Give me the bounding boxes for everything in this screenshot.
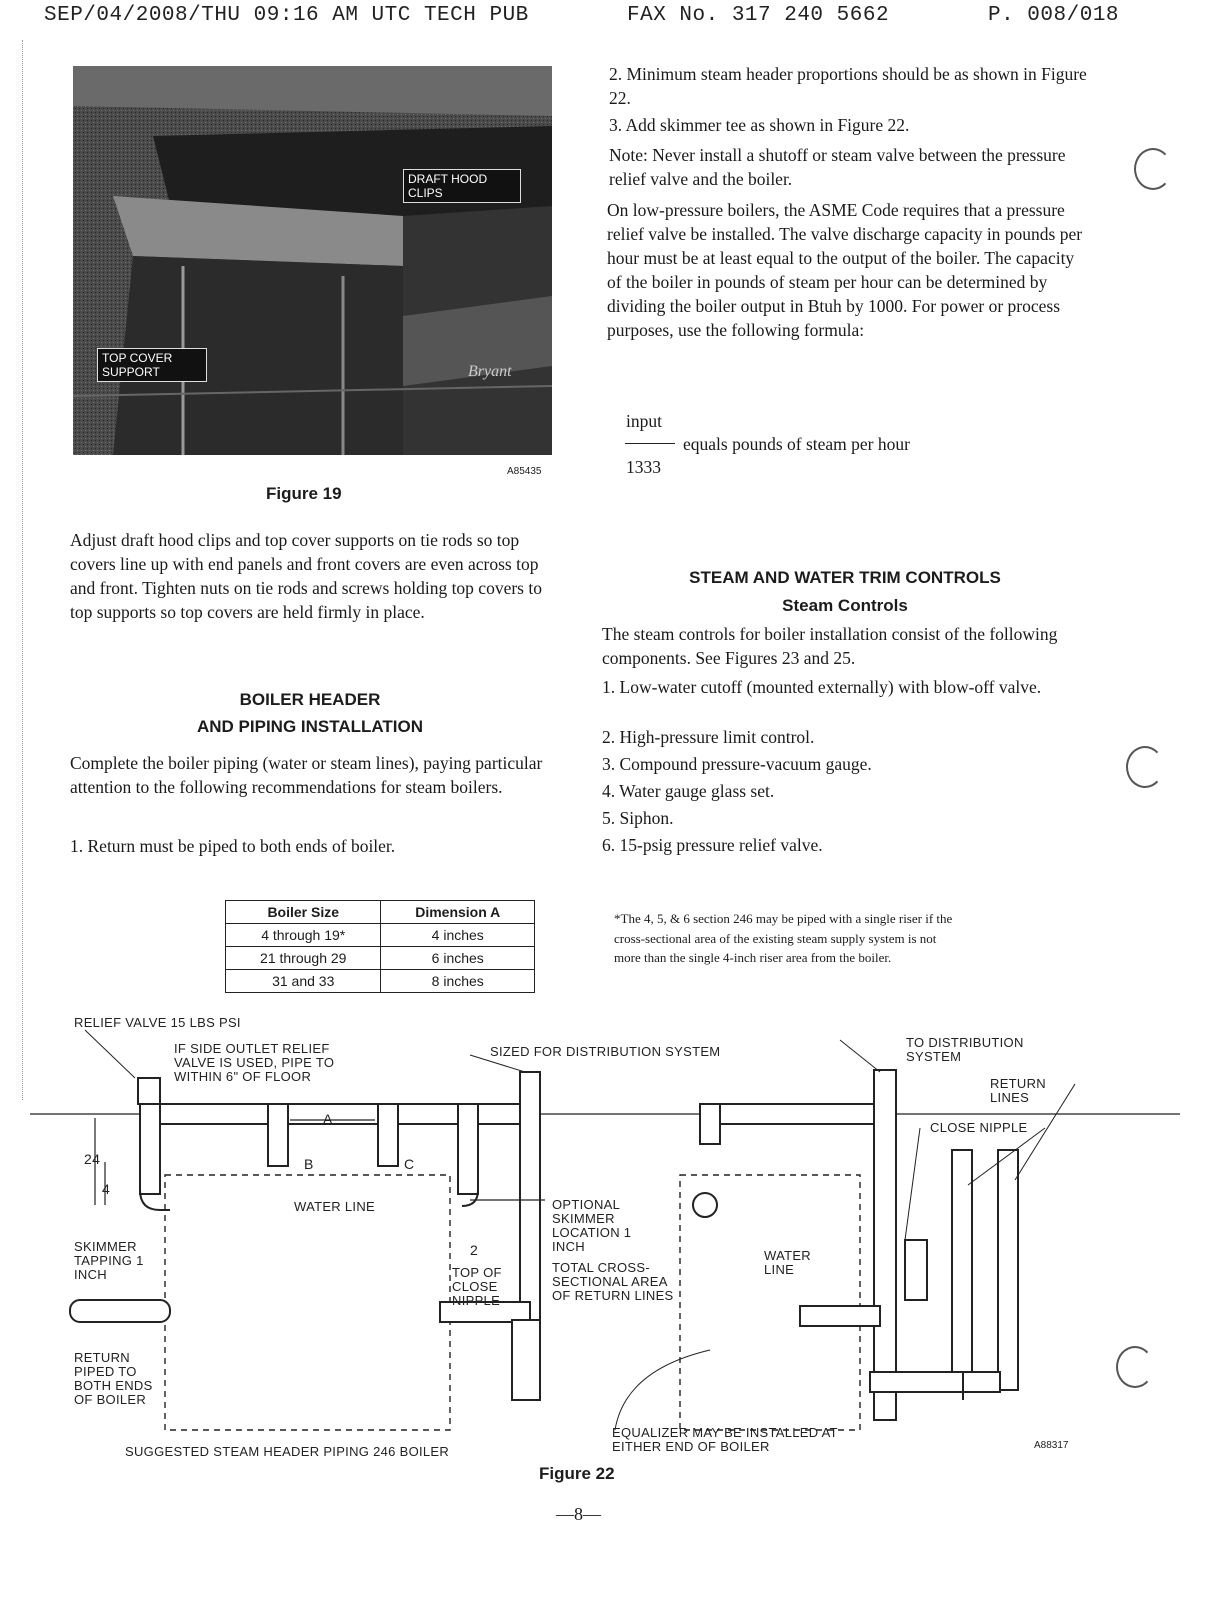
return-item: 1. Return must be piped to both ends of boiler. — [70, 836, 396, 856]
table-header-row — [226, 901, 535, 924]
draft-hood-clips-label: DRAFT HOOD CLIPS — [403, 169, 521, 203]
punch-hole-top — [1134, 148, 1172, 190]
table-cell: 8 inches — [381, 970, 535, 993]
boiler-photo-illustration — [73, 66, 552, 455]
figure19-code: A85435 — [507, 466, 542, 477]
formula-equals: equals pounds of steam per hour — [683, 434, 910, 454]
table-cell: 4 inches — [381, 924, 535, 947]
dimension-4-label: 4 — [102, 1181, 111, 1197]
top-of-close-nipple-label: TOP OF CLOSE NIPPLE — [452, 1265, 502, 1308]
skimmer-tapping-label: SKIMMER TAPPING 1 INCH — [74, 1239, 144, 1282]
figure19-caption: Figure 19 — [266, 484, 342, 503]
formula-numerator: input — [626, 411, 662, 431]
control-item-1: 1. Low-water cutoff (mounted externally) with blow-off valve. — [602, 677, 1042, 697]
sized-for-distribution-label: SIZED FOR DISTRIBUTION SYSTEM — [490, 1044, 721, 1059]
piping-paragraph: Complete the boiler piping (water or steam lines), paying particular attention to the following recommendations for steam boilers. — [70, 753, 543, 797]
table-footnote: *The 4, 5, & 6 section 246 may be piped with a single riser if the cross-sectional area of the existing steam supply system is not more than the single 4-inch riser area from the boiler. — [614, 911, 953, 965]
dimension-2-label: 2 — [470, 1242, 479, 1258]
total-cross-sectional-label: TOTAL CROSS-SECTIONAL AREA OF RETURN LINES — [552, 1260, 674, 1303]
table-header-boiler-size: Boiler Size — [226, 901, 381, 924]
table-cell: 31 and 33 — [226, 970, 381, 993]
shutoff-note: Note: Never install a shutoff or steam valve between the pressure relief valve and the boiler. — [609, 145, 1066, 189]
water-line-left-label: WATER LINE — [294, 1199, 376, 1214]
figure22-title: SUGGESTED STEAM HEADER PIPING 246 BOILER — [125, 1444, 450, 1459]
dimension-b-label: B — [304, 1156, 314, 1172]
table-cell: 6 inches — [381, 947, 535, 970]
water-line-right-label: WATER LINE — [764, 1248, 811, 1277]
control-item-3: 3. Compound pressure-vacuum gauge. — [602, 754, 872, 774]
figure22-caption: Figure 22 — [539, 1464, 615, 1483]
control-item-6: 6. 15-psig pressure relief valve. — [602, 835, 823, 855]
return-lines-label: RETURN LINES — [990, 1076, 1046, 1105]
control-item-5: 5. Siphon. — [602, 808, 674, 828]
bryant-logo: Bryant — [468, 363, 512, 380]
steam-controls-heading: Steam Controls — [782, 596, 908, 615]
dimension-c-label: C — [404, 1156, 415, 1172]
draft-hood-paragraph: Adjust draft hood clips and top cover supports on tie rods so top covers line up with end panels and front covers are even across top and front. Tighten nuts on tie rods and screws holding top covers to top supports so top covers are held firmly in place. — [70, 530, 542, 622]
relief-valve-label: RELIEF VALVE 15 LBS PSI — [74, 1015, 241, 1030]
formula-fraction-bar — [625, 443, 675, 444]
optional-skimmer-label: OPTIONAL SKIMMER LOCATION 1 INCH — [552, 1197, 632, 1254]
table-header-dimension-a: Dimension A — [381, 901, 535, 924]
asme-paragraph: On low-pressure boilers, the ASME Code requires that a pressure relief valve be installed. The valve discharge capacity in pounds per hour must be at least equal to the output of the boiler. The capacity of the boiler in pounds of steam per hour can be determined by dividing the boiler output in Btuh by 1000. For power or process purposes, use the following formula: — [607, 200, 1083, 340]
formula-denominator: 1333 — [626, 457, 661, 477]
table-cell: 4 through 19* — [226, 924, 381, 947]
equalizer-label: EQUALIZER MAY BE INSTALLED AT EITHER END OF BOILER — [612, 1425, 838, 1454]
figure22-code: A88317 — [1034, 1440, 1069, 1451]
table-row — [226, 924, 535, 947]
control-item-4: 4. Water gauge glass set. — [602, 781, 775, 801]
to-distribution-label: TO DISTRIBUTION SYSTEM — [906, 1035, 1024, 1064]
table-cell: 21 through 29 — [226, 947, 381, 970]
return-piped-label: RETURN PIPED TO BOTH ENDS OF BOILER — [74, 1350, 153, 1407]
side-outlet-label: IF SIDE OUTLET RELIEF VALVE IS USED, PIPE TO WITHIN 6" OF FLOOR — [174, 1041, 335, 1084]
figure19-photo — [73, 66, 552, 455]
close-nipple-label: CLOSE NIPPLE — [930, 1120, 1028, 1135]
fax-header-left: SEP/04/2008/THU 09:16 AM UTC TECH PUB — [44, 4, 529, 27]
boiler-header-heading-line2: AND PIPING INSTALLATION — [196, 717, 424, 736]
dimension-24-label: 24 — [84, 1151, 101, 1167]
steam-water-trim-heading: STEAM AND WATER TRIM CONTROLS — [689, 568, 1001, 587]
top-cover-support-label: TOP COVER SUPPORT — [97, 348, 207, 382]
steam-controls-intro: The steam controls for boiler installation consist of the following components. See Figures 23 and 25. — [602, 624, 1058, 668]
table-row — [226, 947, 535, 970]
dimension-table — [225, 900, 535, 993]
skimmer-tee-item: 3. Add skimmer tee as shown in Figure 22. — [609, 115, 910, 135]
fax-header-number: FAX No. 317 240 5662 — [627, 4, 890, 27]
boiler-header-heading-line1: BOILER HEADER — [239, 690, 381, 709]
header-proportions-item: 2. Minimum steam header proportions should be as shown in Figure 22. — [609, 64, 1087, 108]
dimension-a-label: A — [323, 1111, 333, 1127]
control-item-2: 2. High-pressure limit control. — [602, 727, 815, 747]
fax-header-page: P. 008/018 — [988, 4, 1120, 27]
page-number: —8— — [556, 1504, 601, 1524]
table-row — [226, 970, 535, 993]
punch-hole-middle — [1126, 746, 1164, 788]
left-margin-line — [22, 40, 24, 1100]
